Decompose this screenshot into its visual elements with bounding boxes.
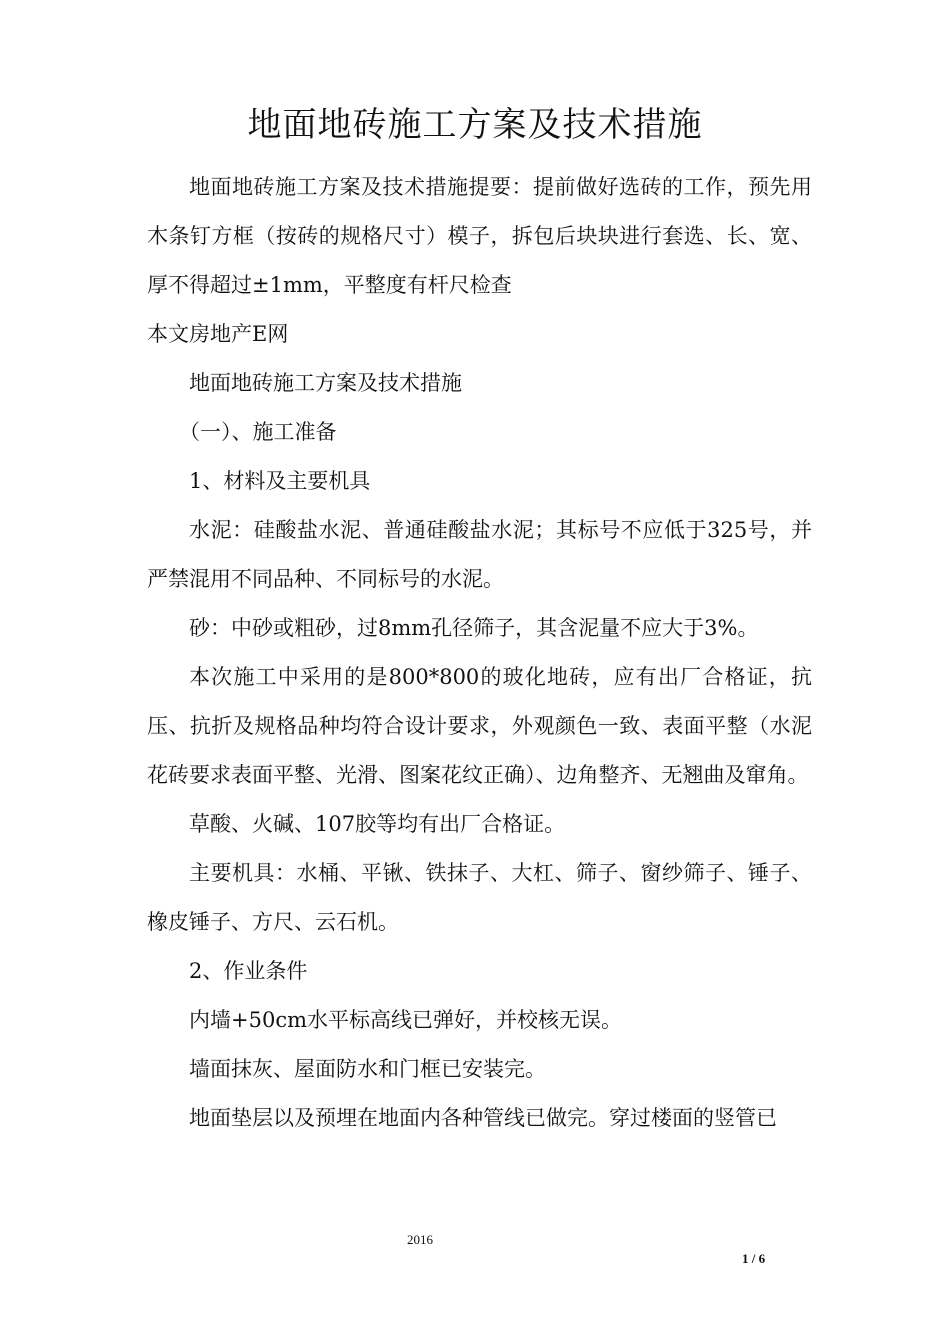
subheading-materials: 1、材料及主要机具 bbox=[189, 469, 371, 493]
footer-year: 2016 bbox=[407, 1232, 433, 1247]
paragraph-floor-base: 地面垫层以及预埋在地面内各种管线已做完。穿过楼面的竖管已 bbox=[189, 1106, 777, 1130]
section-heading-preparation: （一）、施工准备 bbox=[179, 420, 337, 444]
subheading-work-conditions: 2、作业条件 bbox=[189, 959, 308, 983]
paragraph-sand: 砂：中砂或粗砂，过8mm孔径筛子，其含泥量不应大于3%。 bbox=[189, 616, 759, 640]
paragraph-source: 本文房地产E网 bbox=[147, 322, 289, 346]
document-title: 地面地砖施工方案及技术措施 bbox=[247, 105, 703, 145]
paragraph-wall-plaster: 墙面抹灰、屋面防水和门框已安装完。 bbox=[189, 1057, 546, 1081]
paragraph-tiles: 本次施工中采用的是800*800的玻化地砖，应有出厂合格证，抗压、抗折及规格品种均符合设计要求，外观颜色一致、表面平整（水泥花砖要求表面平整、光滑、图案花纹正确）、边角整齐、无翘曲及窜角。 bbox=[147, 665, 812, 787]
paragraph-chemicals: 草酸、火碱、107胶等均有出厂合格证。 bbox=[189, 812, 566, 836]
paragraph-subtitle: 地面地砖施工方案及技术措施 bbox=[189, 371, 462, 395]
document-body bbox=[147, 163, 812, 1143]
paragraph-tools: 主要机具：水桶、平锹、铁抹子、大杠、筛子、窗纱筛子、锤子、橡皮锤子、方尺、云石机。 bbox=[147, 861, 812, 934]
paragraph-level-line: 内墙+50cm水平标高线已弹好，并校核无误。 bbox=[189, 1008, 622, 1032]
paragraph-cement: 水泥：硅酸盐水泥、普通硅酸盐水泥；其标号不应低于325号，并严禁混用不同品种、不同标号的水泥。 bbox=[147, 518, 812, 591]
paragraph-summary: 地面地砖施工方案及技术措施提要：提前做好选砖的工作，预先用木条钉方框（按砖的规格尺寸）模子，拆包后块块进行套选、长、宽、厚不得超过±1mm，平整度有杆尺检查 bbox=[147, 175, 812, 297]
page-number: 1 / 6 bbox=[742, 1251, 766, 1266]
